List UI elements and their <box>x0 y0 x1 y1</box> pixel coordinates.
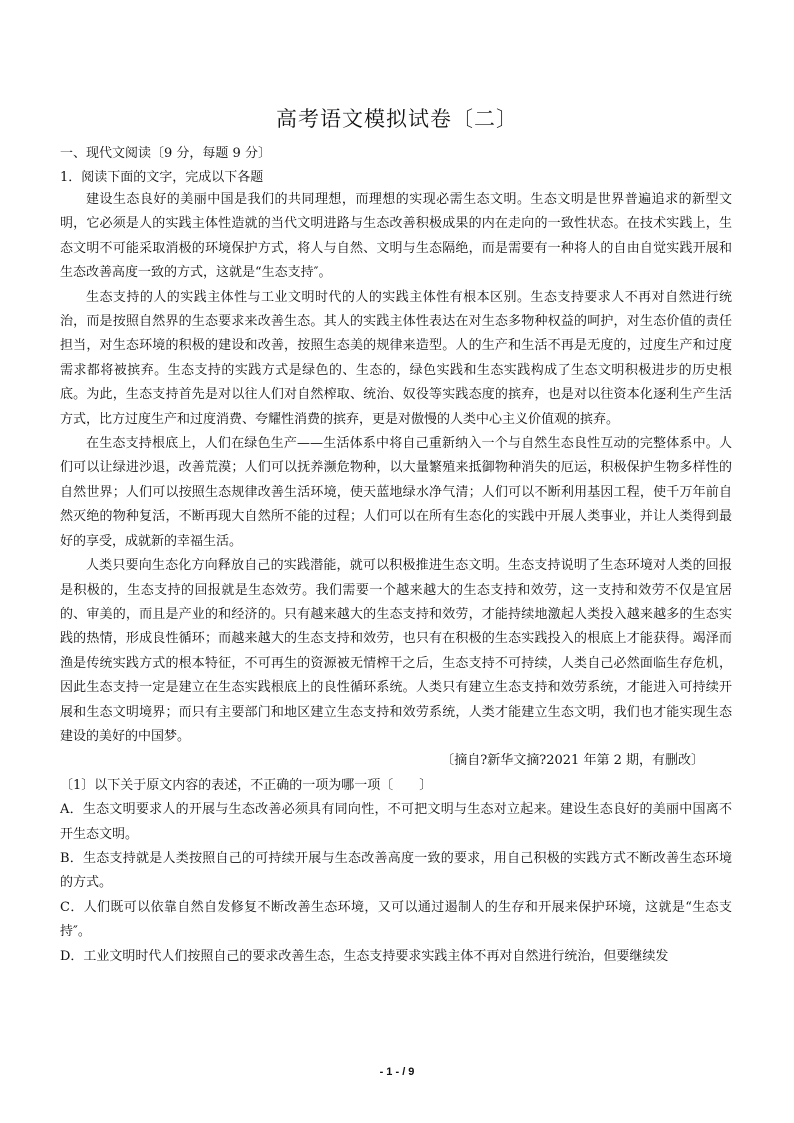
passage-paragraph-1: 建设生态良好的美丽中国是我们的共同理想，而理想的实现必需生态文明。生态文明是世界普遍追求的新型文明，它必须是人的实践主体性造就的当代文明进路与生态改善积极成果的内在走向的一致性状态。在技术实践上，生态文明不可能采取消极的环境保护方式，将人与自然、文明与生态隔绝，而是需要有一种将人的自由自觉实践开展和生态改善高度一致的方式，这就是“生态支持″。 <box>60 192 732 281</box>
sub-question: 〔1〕以下关于原文内容的表述，不正确的一项为哪一项〔 〕 <box>60 777 433 793</box>
page-number: - 1 - / 9 <box>379 1066 415 1078</box>
section-heading: 一、现代文阅读〔9 分，每题 9 分〕 <box>60 146 271 161</box>
passage-paragraph-3: 在生态支持根底上，人们在绿色生产——生活体系中将自己重新纳入一个与自然生态良性互动的完整体系中。人们可以让绿进沙退，改善荒漠；人们可以抚养濒危物种，以大量繁殖来抵御物种消失的厄运，积极保护生物多样性的自然世界；人们可以按照生态规律改善生活环境，使天蓝地绿水净气清；人们可以不断利用基因工程，使千万年前自然灭绝的物种复活，不断再现大自然所不能的过程；人们可以在所有生态化的实践中开展人类事业，并让人类得到最好的享受，成就新的幸福生活。 <box>60 436 732 549</box>
option-d: D．工业文明时代人们按照自己的要求改善生态，生态支持要求实践主体不再对自然进行统治，但要继续发 <box>60 948 669 964</box>
passage <box>60 188 732 969</box>
option-b: B．生态支持就是人类按照自己的可持续开展与生态改善高度一致的要求，用自己积极的实践方式不断改善生态环境的方式。 <box>60 850 732 891</box>
question-intro: 1．阅读下面的文字，完成以下各题 <box>60 170 264 185</box>
option-a: A．生态文明要求人的开展与生态改善必须具有同向性，不可把文明与生态对立起来。建设生态良好的美丽中国离不开生态文明。 <box>60 802 732 842</box>
page-title: 高考语文模拟试卷〔二〕 <box>276 107 518 131</box>
option-c: C．人们既可以依靠自然自发修复不断改善生态环境，又可以通过遏制人的生存和开展来保护环境，这就是“生态支持″。 <box>60 899 732 940</box>
source-citation: 〔摘自?新华文摘?2021 年第 2 期，有删改〕 <box>441 753 704 769</box>
passage-paragraph-2: 生态支持的人的实践主体性与工业文明时代的人的实践主体性有根本区别。生态支持要求人不再对自然进行统治，而是按照自然界的生态要求来改善生态。其人的实践主体性表达在对生态多物种权益的呵护，对生态价值的责任担当，对生态环境的积极的建设和改善，按照生态美的规律来造型。人的生产和生活不再是无度的，过度生产和过度需求都将被摈弃。生态支持的实践方式是绿色的、生态的，绿色实践和生态实践构成了生态文明积极进步的历史根底。为此，生态支持首先是对以往人们对自然榨取、统治、奴役等实践态度的摈弃，也是对以往资本化逐利生产生活方式，比方过度生产和过度消费、夸耀性消费的摈弃，更是对傲慢的人类中心主义价值观的摈弃。 <box>60 289 732 427</box>
passage-paragraph-4: 人类只要向生态化方向释放自己的实践潜能，就可以积极推进生态文明。生态支持说明了生态环境对人类的回报是积极的，生态支持的回报就是生态效劳。我们需要一个越来越大的生态支持和效劳，这一支持和效劳不仅是宜居的、审美的，而且是产业的和经济的。只有越来越大的生态支持和效劳，才能持续地激起人类投入越来越多的生态实践的热情，形成良性循环；而越来越大的生态支持和效劳，也只有在积极的生态实践投入的根底上才能获得。竭泽而渔是传统实践方式的根本特征，不可再生的资源被无情榨干之后，生态支持不可持续，人类自己必然面临生存危机，因此生态支持一定是建立在生态实践根底上的良性循环系统。人类只有建立生态支持和效劳系统，才能进入可持续开展和生态文明境界；而只有主要部门和地区建立生态支持和效劳系统，人类才能建立生态文明，我们也才能实现生态建设的美好的中国梦。 <box>60 558 732 744</box>
